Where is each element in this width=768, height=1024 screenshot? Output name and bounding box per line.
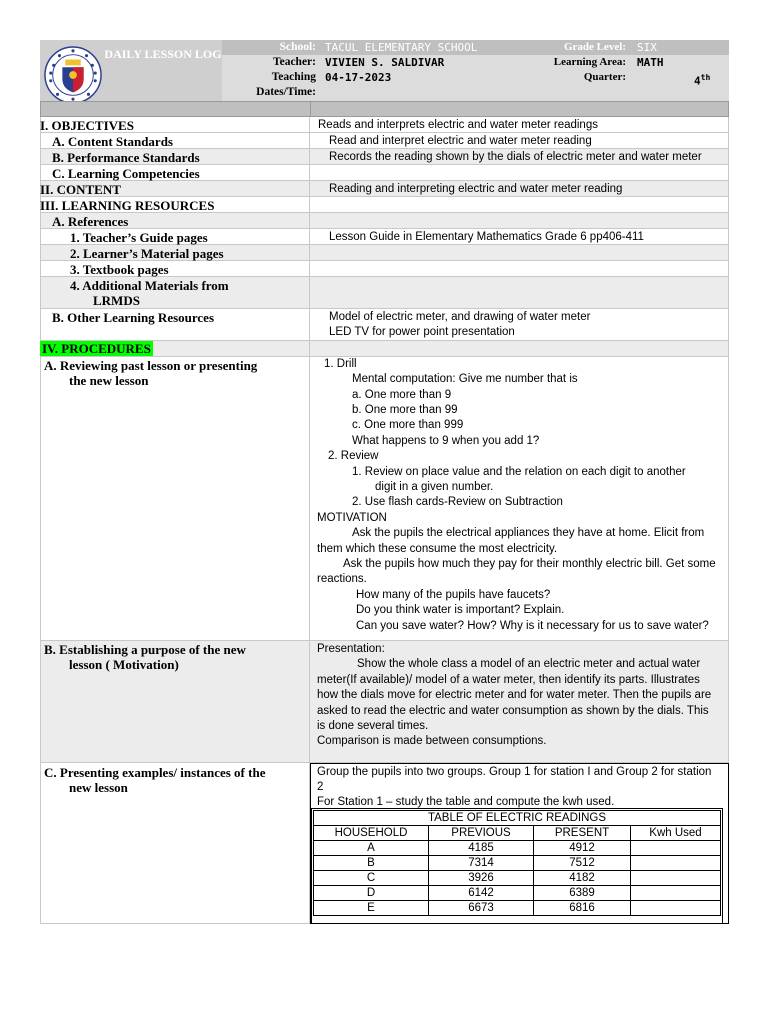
content-row [40,181,729,197]
references-row [40,213,729,229]
header-household: HOUSEHOLD [314,826,429,841]
cell-present: 4182 [534,871,631,886]
presentation-line-2: meter(If available)/ model of a water meter, then identify its parts. Illustrates [317,674,700,686]
grouping-line-2: 2 [317,781,324,793]
table-row [314,871,721,886]
cell-present: 4912 [534,841,631,856]
learning-competencies-label: C. Learning Competencies [52,166,200,181]
teachers-guide-label: 1. Teacher’s Guide pages [70,230,208,245]
procedure-a-label-2: the new lesson [69,373,149,388]
daily-lesson-log-title: DAILY LESSON LOG [104,47,222,61]
table-row [314,856,721,871]
presentation-line-1: Show the whole class a model of an electric meter and actual water [357,658,701,670]
procedures-label: IV. PROCEDURES [42,341,151,356]
header-previous: PREVIOUS [429,826,534,841]
motivation-line-3: Ask the pupils how much they pay for their monthly electric bill. Get some [343,558,716,570]
table-row [314,841,721,856]
cell-kwh-used [631,901,721,916]
header-kwh-used: Kwh Used [631,826,721,841]
cell-household: A [314,841,429,856]
textbook-label: 3. Textbook pages [70,262,169,277]
procedure-c-label: C. Presenting examples/ instances of the [44,765,266,780]
other-resources-value-2: LED TV for power point presentation [329,326,515,338]
table-header-row [314,826,721,841]
motivation-question-2: Do you think water is important? Explain. [356,604,565,616]
additional-materials-row [40,277,729,309]
content-standards-value: Read and interpret electric and water meter reading [329,135,592,147]
table-row [314,901,721,916]
grouping-line-1: Group the pupils into two groups. Group 1 for station I and Group 2 for station [317,766,712,778]
learning-resources-row [40,197,729,213]
motivation-question-3: Can you save water? How? Why is it necessary for us to save water? [356,620,709,632]
station-1-instruction: For Station 1 – study the table and compute the kwh used. [317,796,615,808]
cell-kwh-used [631,871,721,886]
cell-previous: 6673 [429,901,534,916]
review-item-1-cont: digit in a given number. [375,481,494,493]
content-standards-row [40,133,729,149]
objectives-row [40,117,729,133]
teachers-guide-value: Lesson Guide in Elementary Mathematics Grade 6 pp406-411 [329,231,644,243]
presentation-line-3: how the dials move for electric meter and for water meter. Then the pupils are [317,689,712,701]
content-value: Reading and interpreting electric and water meter reading [329,183,623,195]
additional-materials-label: 4. Additional Materials from [70,278,229,293]
learning-area-label: Learning Area: [553,56,626,68]
teaching-dates-label: Teaching Dates/Time: [256,71,316,98]
cell-kwh-used [631,886,721,901]
electric-table-title: TABLE OF ELECTRIC READINGS [314,811,721,826]
electric-readings-table [313,810,721,916]
other-resources-value-1: Model of electric meter, and drawing of water meter [329,311,591,323]
learners-material-row [40,245,729,261]
drill-item-b: b. One more than 99 [352,404,458,416]
cell-kwh-used [631,841,721,856]
drill-heading: 1. Drill [324,358,357,370]
motivation-line-4: reactions. [317,573,367,585]
content-standards-label: A. Content Standards [52,134,173,149]
review-item-2: 2. Use flash cards-Review on Subtraction [352,496,563,508]
drill-item-a: a. One more than 9 [352,389,452,401]
procedure-a-label: A. Reviewing past lesson or presenting [44,358,258,373]
drill-question: What happens to 9 when you add 1? [352,435,540,447]
presentation-line-4: asked to read the electric and water consumption as shown by the dials. This [317,705,709,717]
cell-household: D [314,886,429,901]
motivation-line-1: Ask the pupils the electrical appliances they have at home. Elicit from [352,527,705,539]
objectives-value: Reads and interprets electric and water meter readings [318,119,598,131]
header-present: PRESENT [534,826,631,841]
school-value: TACUL ELEMENTARY SCHOOL [325,41,478,54]
header-separator [40,101,729,117]
teacher-value: VIVIEN S. SALDIVAR [325,56,445,69]
learning-resources-label: III. LEARNING RESOURCES [40,198,215,213]
procedure-b-label: B. Establishing a purpose of the new [44,642,246,657]
motivation-question-1: How many of the pupils have faucets? [356,589,551,601]
cell-previous: 7314 [429,856,534,871]
cell-present: 7512 [534,856,631,871]
procedure-b-row [40,641,729,763]
school-label: School: [279,41,316,53]
content-label: II. CONTENT [40,182,121,197]
header-logo-cell [40,40,222,101]
procedure-b-label-2: lesson ( Motivation) [69,657,179,672]
textbook-row [40,261,729,277]
deped-seal-icon [44,46,102,104]
learning-area-value: MATH [637,56,664,69]
presentation-line-5: is done several times. [317,720,429,732]
performance-standards-row [40,149,729,165]
objectives-label: I. OBJECTIVES [40,118,134,133]
presentation-heading: Presentation: [317,643,385,655]
procedure-c-label-2: new lesson [69,780,128,795]
teaching-dates-value: 04-17-2023 [325,71,392,84]
review-heading: 2. Review [328,450,379,462]
table-row [314,886,721,901]
drill-item-c: c. One more than 999 [352,419,464,431]
drill-line: Mental computation: Give me number that is [352,373,578,385]
cell-previous: 4185 [429,841,534,856]
cell-present: 6816 [534,901,631,916]
cell-household: E [314,901,429,916]
references-label: A. References [52,214,129,229]
procedure-a-row [40,357,729,641]
cell-previous: 6142 [429,886,534,901]
quarter-label: Quarter: [583,71,626,83]
cell-kwh-used [631,856,721,871]
grade-level-value: SIX [637,41,657,54]
learners-material-label: 2. Learner’s Material pages [70,246,224,261]
quarter-value: 4th [694,73,711,88]
review-item-1: 1. Review on place value and the relation on each digit to another [352,466,686,478]
grade-level-label: Grade Level: [563,41,626,53]
cell-household: B [314,856,429,871]
motivation-heading: MOTIVATION [317,512,387,524]
additional-materials-label-2: LRMDS [93,293,140,308]
other-resources-label: B. Other Learning Resources [52,310,215,325]
procedures-row [40,341,729,357]
cell-present: 6389 [534,886,631,901]
learning-competencies-row [40,165,729,181]
presentation-line-6: Comparison is made between consumptions. [317,735,547,747]
teacher-label: Teacher: [272,56,316,68]
lesson-log-header [40,40,729,101]
cell-household: C [314,871,429,886]
motivation-line-2: them which these consume the most electricity. [317,543,558,555]
other-resources-row [40,309,729,341]
performance-standards-value: Records the reading shown by the dials of electric meter and water meter [329,151,702,163]
cell-previous: 3926 [429,871,534,886]
performance-standards-label: B. Performance Standards [52,150,200,165]
teachers-guide-row [40,229,729,245]
